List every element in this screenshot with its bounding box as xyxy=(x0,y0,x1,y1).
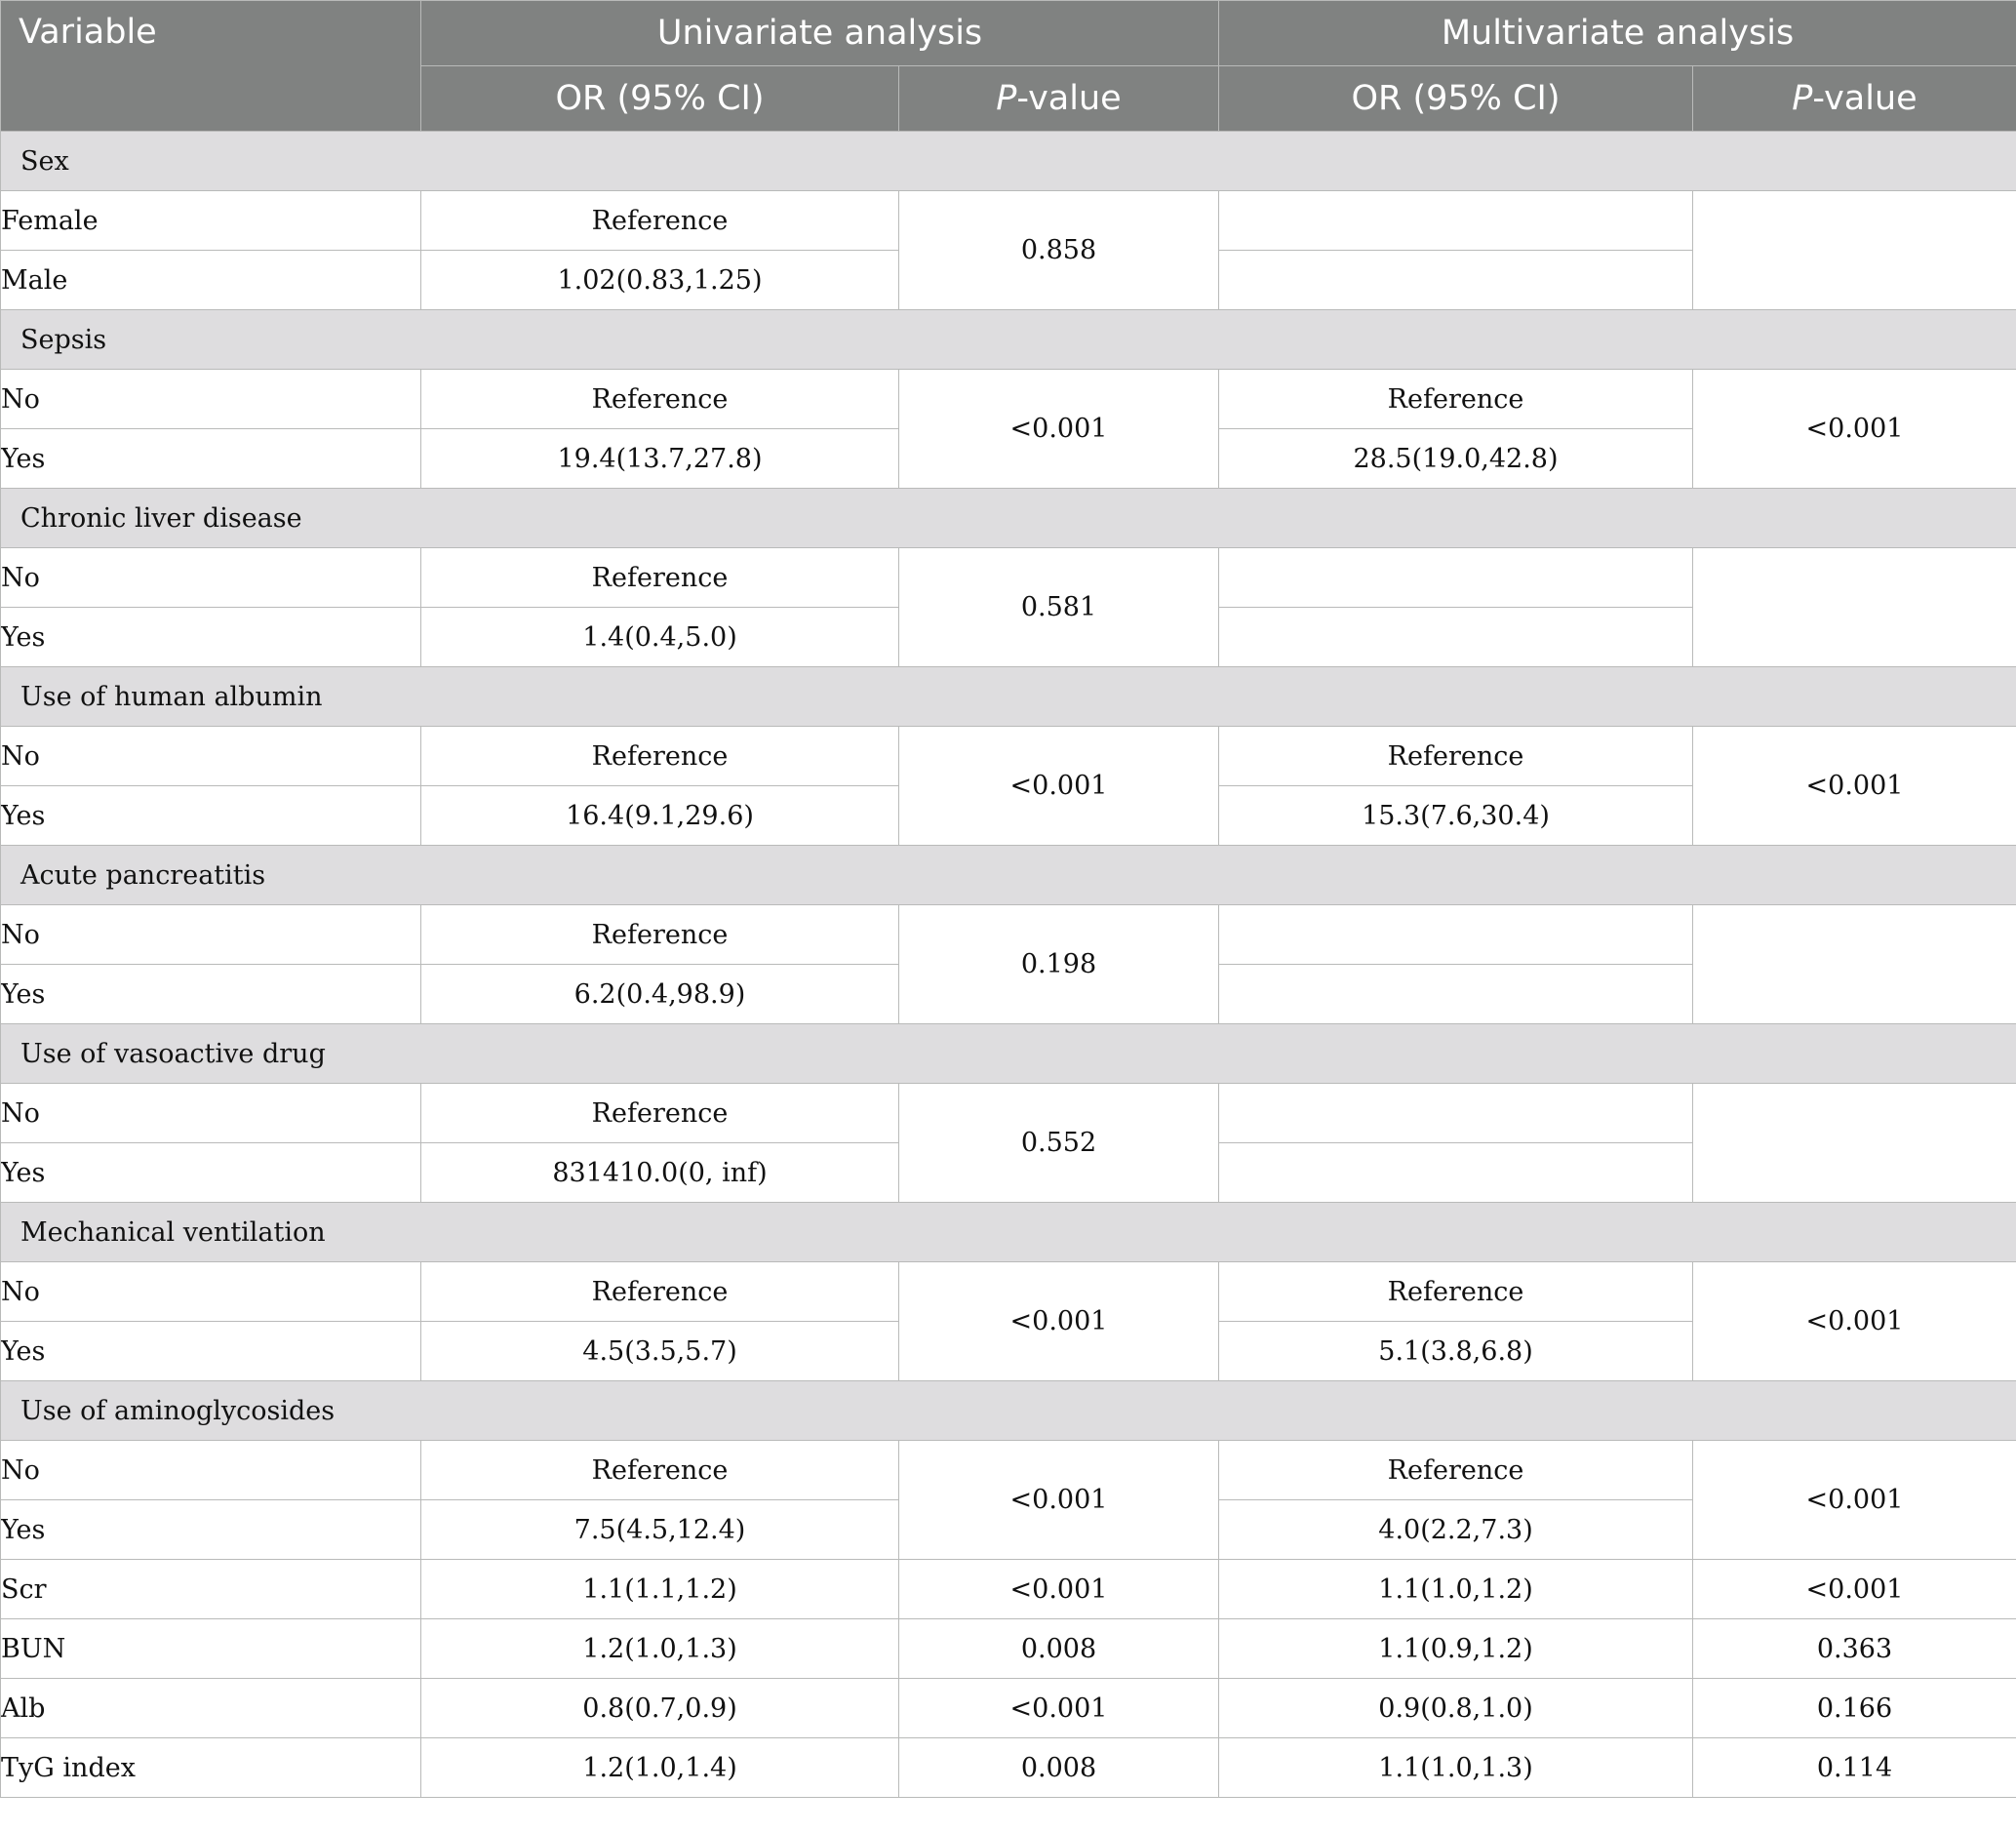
multivariate-header: Multivariate analysis xyxy=(1219,1,2016,66)
univariate-p: <0.001 xyxy=(899,1679,1219,1738)
univariate-or: 6.2(0.4,98.9) xyxy=(421,965,899,1024)
group-row xyxy=(1,1381,2016,1441)
multivariate-p xyxy=(1693,191,2016,310)
multivariate-or: 1.1(1.0,1.3) xyxy=(1219,1738,1693,1798)
variable-label: Alb xyxy=(1,1679,421,1738)
univariate-or: 1.4(0.4,5.0) xyxy=(421,608,899,667)
multivariate-or: 4.0(2.2,7.3) xyxy=(1219,1500,1693,1560)
univariate-or: Reference xyxy=(421,1262,899,1322)
table-row xyxy=(1,191,2016,251)
group-row xyxy=(1,489,2016,548)
univariate-or: 1.2(1.0,1.4) xyxy=(421,1738,899,1798)
multivariate-p: <0.001 xyxy=(1693,1441,2016,1560)
group-label: Use of human albumin xyxy=(1,667,2016,727)
multivariate-or: 1.1(0.9,1.2) xyxy=(1219,1619,1693,1679)
variable-label: Scr xyxy=(1,1560,421,1619)
group-label: Sepsis xyxy=(1,310,2016,370)
univariate-or: Reference xyxy=(421,191,899,251)
univariate-or: Reference xyxy=(421,1441,899,1500)
multivariate-p xyxy=(1693,905,2016,1024)
group-label: Sex xyxy=(1,132,2016,191)
univariate-or: Reference xyxy=(421,548,899,608)
table-row xyxy=(1,1619,2016,1679)
multivariate-or xyxy=(1219,1084,1693,1143)
univariate-or: Reference xyxy=(421,370,899,429)
level-label: Yes xyxy=(1,429,421,489)
univariate-header: Univariate analysis xyxy=(421,1,1219,66)
group-row xyxy=(1,310,2016,370)
multivariate-p: 0.363 xyxy=(1693,1619,2016,1679)
level-label: Yes xyxy=(1,1143,421,1203)
table-row xyxy=(1,370,2016,429)
level-label: No xyxy=(1,727,421,786)
group-row xyxy=(1,1024,2016,1084)
multivariate-or: 28.5(19.0,42.8) xyxy=(1219,429,1693,489)
univariate-or: 4.5(3.5,5.7) xyxy=(421,1322,899,1381)
level-label: Yes xyxy=(1,965,421,1024)
group-row xyxy=(1,846,2016,905)
univariate-p: <0.001 xyxy=(899,727,1219,846)
multivariate-or xyxy=(1219,548,1693,608)
multivariate-or: Reference xyxy=(1219,370,1693,429)
table-row xyxy=(1,1262,2016,1322)
univariate-p: 0.581 xyxy=(899,548,1219,667)
univariate-or: 1.02(0.83,1.25) xyxy=(421,251,899,310)
univariate-or: 831410.0(0, inf) xyxy=(421,1143,899,1203)
univariate-or: 16.4(9.1,29.6) xyxy=(421,786,899,846)
group-row xyxy=(1,667,2016,727)
table-row xyxy=(1,1679,2016,1738)
univariate-or: 0.8(0.7,0.9) xyxy=(421,1679,899,1738)
multivariate-p-header: P-value xyxy=(1693,66,2016,132)
multivariate-or xyxy=(1219,1143,1693,1203)
univariate-or: 1.1(1.1,1.2) xyxy=(421,1560,899,1619)
multivariate-p: <0.001 xyxy=(1693,1560,2016,1619)
level-label: No xyxy=(1,1262,421,1322)
multivariate-p xyxy=(1693,548,2016,667)
table-row xyxy=(1,1560,2016,1619)
multivariate-or: Reference xyxy=(1219,1441,1693,1500)
univariate-p: 0.198 xyxy=(899,905,1219,1024)
multivariate-or xyxy=(1219,905,1693,965)
level-label: Female xyxy=(1,191,421,251)
table-row xyxy=(1,548,2016,608)
univariate-p: <0.001 xyxy=(899,1262,1219,1381)
group-row xyxy=(1,1203,2016,1262)
group-label: Acute pancreatitis xyxy=(1,846,2016,905)
table-row xyxy=(1,1441,2016,1500)
univariate-p: 0.552 xyxy=(899,1084,1219,1203)
multivariate-or: 1.1(1.0,1.2) xyxy=(1219,1560,1693,1619)
univariate-p-header: P-value xyxy=(899,66,1219,132)
multivariate-or xyxy=(1219,191,1693,251)
level-label: No xyxy=(1,905,421,965)
multivariate-or xyxy=(1219,251,1693,310)
group-label: Use of aminoglycosides xyxy=(1,1381,2016,1441)
level-label: Yes xyxy=(1,1500,421,1560)
univariate-p: <0.001 xyxy=(899,1441,1219,1560)
table-header xyxy=(1,1,2016,132)
multivariate-or: Reference xyxy=(1219,727,1693,786)
univariate-or: 7.5(4.5,12.4) xyxy=(421,1500,899,1560)
group-label: Use of vasoactive drug xyxy=(1,1024,2016,1084)
group-label: Chronic liver disease xyxy=(1,489,2016,548)
univariate-p: 0.008 xyxy=(899,1619,1219,1679)
multivariate-or: Reference xyxy=(1219,1262,1693,1322)
table-row xyxy=(1,1084,2016,1143)
group-label: Mechanical ventilation xyxy=(1,1203,2016,1262)
univariate-or-header: OR (95% CI) xyxy=(421,66,899,132)
univariate-p: <0.001 xyxy=(899,370,1219,489)
multivariate-p xyxy=(1693,1084,2016,1203)
level-label: No xyxy=(1,1441,421,1500)
multivariate-or xyxy=(1219,965,1693,1024)
level-label: No xyxy=(1,1084,421,1143)
multivariate-p: <0.001 xyxy=(1693,727,2016,846)
level-label: Yes xyxy=(1,786,421,846)
univariate-or: Reference xyxy=(421,1084,899,1143)
table-body xyxy=(1,132,2016,1798)
univariate-or: 19.4(13.7,27.8) xyxy=(421,429,899,489)
univariate-p: 0.858 xyxy=(899,191,1219,310)
table-row xyxy=(1,727,2016,786)
level-label: Yes xyxy=(1,1322,421,1381)
table-row xyxy=(1,1738,2016,1798)
variable-label: TyG index xyxy=(1,1738,421,1798)
univariate-or: 1.2(1.0,1.3) xyxy=(421,1619,899,1679)
level-label: Male xyxy=(1,251,421,310)
multivariate-p: 0.114 xyxy=(1693,1738,2016,1798)
multivariate-or: 0.9(0.8,1.0) xyxy=(1219,1679,1693,1738)
variable-header: Variable xyxy=(1,1,421,132)
multivariate-or: 15.3(7.6,30.4) xyxy=(1219,786,1693,846)
level-label: No xyxy=(1,548,421,608)
multivariate-p: 0.166 xyxy=(1693,1679,2016,1738)
multivariate-or xyxy=(1219,608,1693,667)
multivariate-or: 5.1(3.8,6.8) xyxy=(1219,1322,1693,1381)
multivariate-p: <0.001 xyxy=(1693,370,2016,489)
group-row xyxy=(1,132,2016,191)
variable-label: BUN xyxy=(1,1619,421,1679)
table-row xyxy=(1,905,2016,965)
univariate-or: Reference xyxy=(421,727,899,786)
level-label: Yes xyxy=(1,608,421,667)
multivariate-p: <0.001 xyxy=(1693,1262,2016,1381)
univariate-p: <0.001 xyxy=(899,1560,1219,1619)
level-label: No xyxy=(1,370,421,429)
univariate-p: 0.008 xyxy=(899,1738,1219,1798)
univariate-or: Reference xyxy=(421,905,899,965)
multivariate-or-header: OR (95% CI) xyxy=(1219,66,1693,132)
